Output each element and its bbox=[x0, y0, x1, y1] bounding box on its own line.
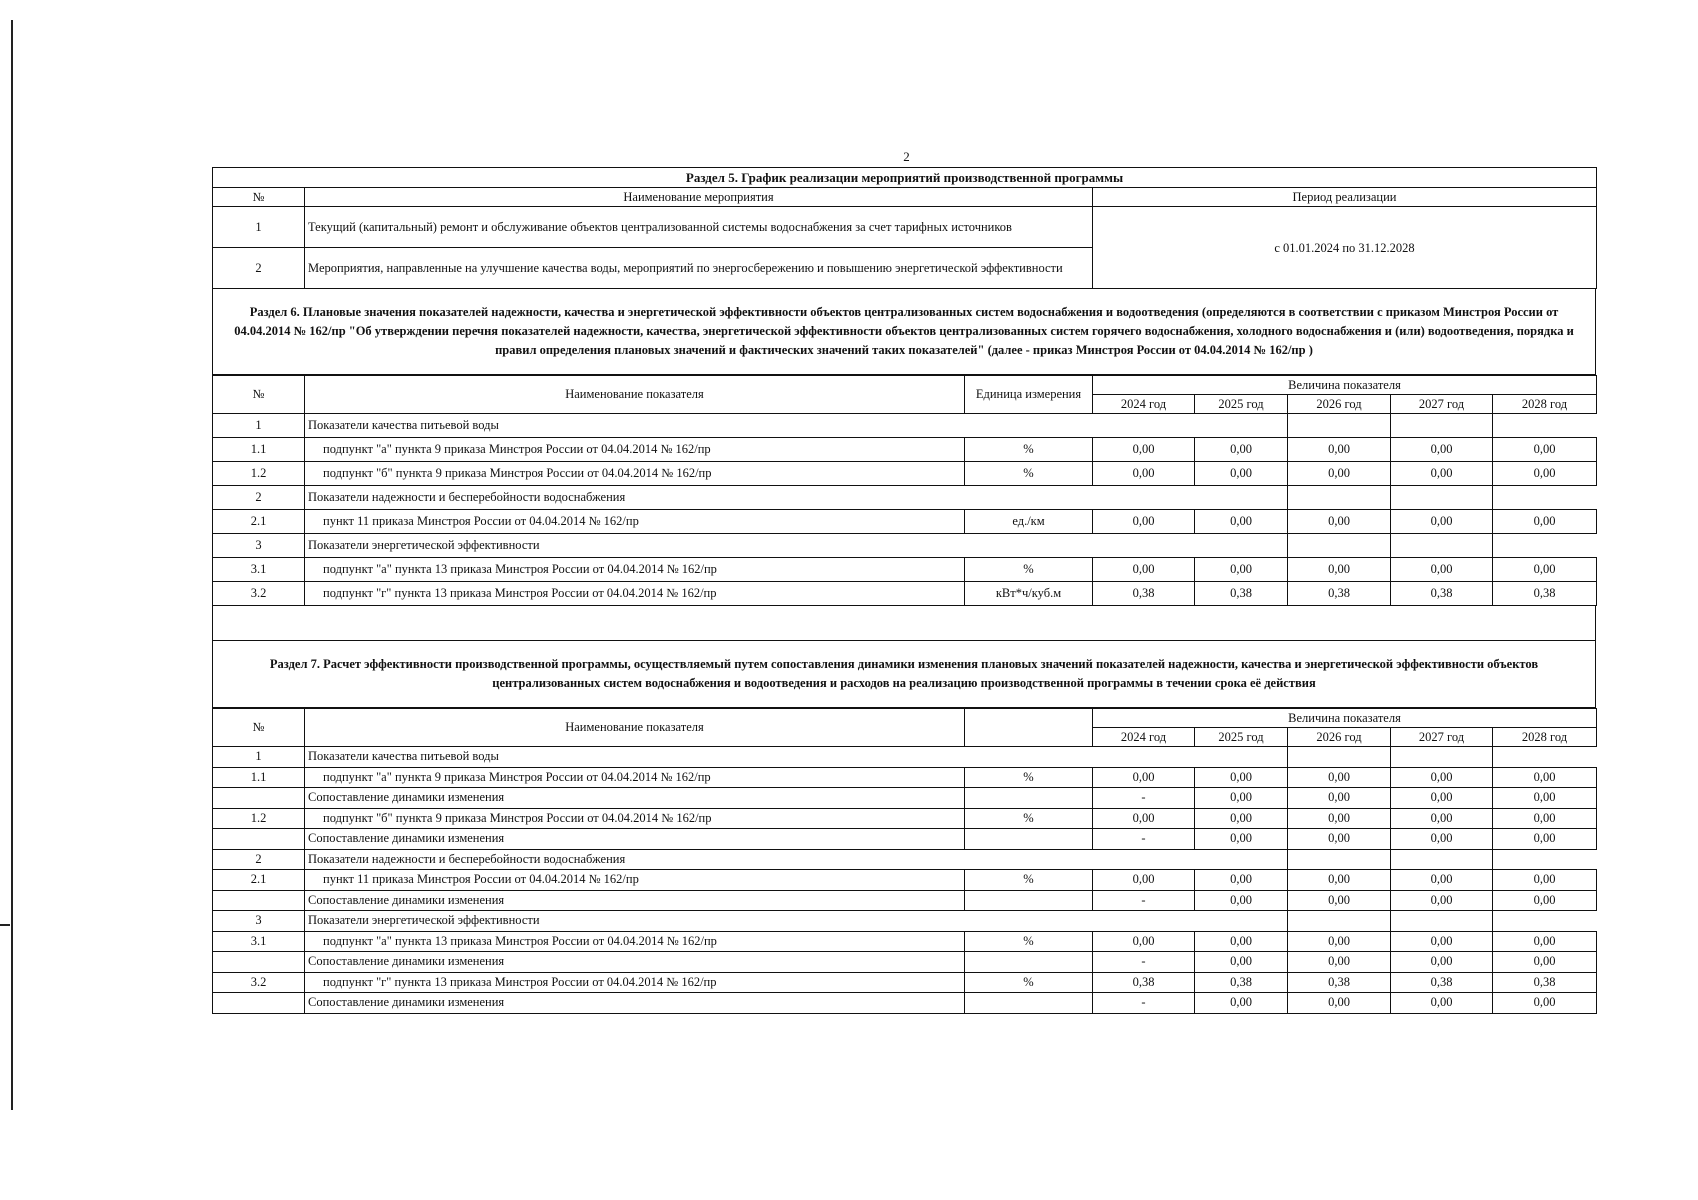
section7-header-unit bbox=[965, 709, 1093, 747]
indicator-name: подпункт "г" пункта 13 приказа Минстроя России от 04.04.2014 № 162/пр bbox=[305, 582, 965, 606]
value-cell: 0,00 bbox=[1391, 952, 1493, 973]
value-cell: 0,00 bbox=[1493, 931, 1597, 952]
value-cell: 0,00 bbox=[1195, 558, 1288, 582]
group-row bbox=[213, 486, 1597, 510]
value-cell: 0,00 bbox=[1493, 870, 1597, 891]
section6-year-2028: 2028 год bbox=[1493, 395, 1597, 414]
value-cell: 0,38 bbox=[1093, 582, 1195, 606]
section6-header-name: Наименование показателя bbox=[305, 376, 965, 414]
section6-year-2024: 2024 год bbox=[1093, 395, 1195, 414]
indicator-row bbox=[213, 767, 1597, 788]
value-cell: 0,38 bbox=[1093, 972, 1195, 993]
indicator-name: подпункт "б" пункта 9 приказа Минстроя России от 04.04.2014 № 162/пр bbox=[305, 462, 965, 486]
section6-year-2025: 2025 год bbox=[1195, 395, 1288, 414]
row-number: 2 bbox=[213, 849, 305, 870]
row-number: 1 bbox=[213, 414, 305, 438]
value-cell: 0,38 bbox=[1391, 582, 1493, 606]
value-cell: 0,00 bbox=[1493, 952, 1597, 973]
value-cell: 0,00 bbox=[1391, 462, 1493, 486]
row-number bbox=[213, 890, 305, 911]
section7-header-num: № bbox=[213, 709, 305, 747]
empty-cell bbox=[1391, 911, 1493, 932]
value-cell: 0,00 bbox=[1391, 767, 1493, 788]
section5-header-name: Наименование мероприятия bbox=[305, 188, 1093, 207]
group-name: Показатели энергетической эффективности bbox=[305, 911, 1288, 932]
empty-cell bbox=[1288, 911, 1391, 932]
unit-cell bbox=[965, 952, 1093, 973]
empty-cell bbox=[1391, 534, 1493, 558]
group-row bbox=[213, 849, 1597, 870]
value-cell: 0,00 bbox=[1195, 767, 1288, 788]
row-number: 2.1 bbox=[213, 510, 305, 534]
value-cell: - bbox=[1093, 952, 1195, 973]
value-cell: - bbox=[1093, 993, 1195, 1014]
indicator-row bbox=[213, 558, 1597, 582]
comparison-row bbox=[213, 890, 1597, 911]
indicator-name: Сопоставление динамики изменения bbox=[305, 890, 965, 911]
row-number: 3 bbox=[213, 534, 305, 558]
row-number: 3.2 bbox=[213, 972, 305, 993]
value-cell: 0,00 bbox=[1195, 829, 1288, 850]
section6-header-num: № bbox=[213, 376, 305, 414]
section7-year-2024: 2024 год bbox=[1093, 728, 1195, 747]
value-cell: 0,00 bbox=[1391, 993, 1493, 1014]
empty-cell bbox=[1391, 747, 1493, 768]
value-cell: 0,00 bbox=[1493, 788, 1597, 809]
indicator-row bbox=[213, 462, 1597, 486]
section6-header-value: Величина показателя bbox=[1093, 376, 1597, 395]
value-cell: 0,00 bbox=[1093, 438, 1195, 462]
unit-cell: % bbox=[965, 972, 1093, 993]
value-cell: - bbox=[1093, 829, 1195, 850]
section7-header-name: Наименование показателя bbox=[305, 709, 965, 747]
section5-header-period: Период реализации bbox=[1093, 188, 1597, 207]
value-cell: - bbox=[1093, 890, 1195, 911]
section6-year-2026: 2026 год bbox=[1288, 395, 1391, 414]
scan-margin-line bbox=[11, 20, 13, 1110]
value-cell: 0,00 bbox=[1288, 952, 1391, 973]
indicator-row bbox=[213, 931, 1597, 952]
comparison-row bbox=[213, 993, 1597, 1014]
row-number bbox=[213, 788, 305, 809]
unit-cell bbox=[965, 890, 1093, 911]
value-cell: 0,38 bbox=[1391, 972, 1493, 993]
value-cell: 0,00 bbox=[1195, 993, 1288, 1014]
value-cell: 0,00 bbox=[1391, 829, 1493, 850]
group-name: Показатели качества питьевой воды bbox=[305, 414, 1288, 438]
value-cell: 0,38 bbox=[1493, 972, 1597, 993]
value-cell: 0,00 bbox=[1195, 438, 1288, 462]
unit-cell: ед./км bbox=[965, 510, 1093, 534]
indicator-name: подпункт "а" пункта 9 приказа Минстроя России от 04.04.2014 № 162/пр bbox=[305, 438, 965, 462]
value-cell: 0,00 bbox=[1093, 808, 1195, 829]
value-cell: 0,00 bbox=[1493, 767, 1597, 788]
section7-table bbox=[212, 708, 1597, 1014]
value-cell: 0,00 bbox=[1195, 462, 1288, 486]
indicator-row bbox=[213, 582, 1597, 606]
section5-header-num: № bbox=[213, 188, 305, 207]
value-cell: 0,38 bbox=[1288, 972, 1391, 993]
value-cell: 0,00 bbox=[1493, 462, 1597, 486]
indicator-row bbox=[213, 438, 1597, 462]
empty-cell bbox=[1288, 414, 1391, 438]
value-cell: 0,38 bbox=[1195, 582, 1288, 606]
indicator-name: Сопоставление динамики изменения bbox=[305, 993, 965, 1014]
empty-cell bbox=[1288, 486, 1391, 510]
section6-header-unit: Единица измерения bbox=[965, 376, 1093, 414]
section7-year-2028: 2028 год bbox=[1493, 728, 1597, 747]
group-name: Показатели энергетической эффективности bbox=[305, 534, 1288, 558]
indicator-name: подпункт "г" пункта 13 приказа Минстроя России от 04.04.2014 № 162/пр bbox=[305, 972, 965, 993]
value-cell: 0,00 bbox=[1493, 993, 1597, 1014]
value-cell: 0,00 bbox=[1195, 952, 1288, 973]
unit-cell: % bbox=[965, 931, 1093, 952]
indicator-name: пункт 11 приказа Минстроя России от 04.04.2014 № 162/пр bbox=[305, 870, 965, 891]
value-cell: 0,00 bbox=[1391, 931, 1493, 952]
row-number: 1.1 bbox=[213, 767, 305, 788]
page-number: 2 bbox=[903, 149, 910, 164]
value-cell: 0,00 bbox=[1493, 558, 1597, 582]
value-cell: 0,38 bbox=[1288, 582, 1391, 606]
row-number: 3.1 bbox=[213, 558, 305, 582]
group-name: Показатели качества питьевой воды bbox=[305, 747, 1288, 768]
value-cell: 0,00 bbox=[1288, 438, 1391, 462]
indicator-name: подпункт "а" пункта 13 приказа Минстроя России от 04.04.2014 № 162/пр bbox=[305, 931, 965, 952]
unit-cell bbox=[965, 993, 1093, 1014]
value-cell: 0,00 bbox=[1195, 890, 1288, 911]
comparison-row bbox=[213, 829, 1597, 850]
section6-year-2027: 2027 год bbox=[1391, 395, 1493, 414]
value-cell: 0,00 bbox=[1391, 890, 1493, 911]
indicator-row bbox=[213, 870, 1597, 891]
value-cell: 0,00 bbox=[1093, 558, 1195, 582]
value-cell: 0,00 bbox=[1288, 462, 1391, 486]
unit-cell: % bbox=[965, 558, 1093, 582]
indicator-name: подпункт "а" пункта 9 приказа Минстроя России от 04.04.2014 № 162/пр bbox=[305, 767, 965, 788]
section7-body bbox=[213, 747, 1597, 1014]
unit-cell: % bbox=[965, 870, 1093, 891]
value-cell: 0,00 bbox=[1288, 993, 1391, 1014]
indicator-name: Сопоставление динамики изменения bbox=[305, 788, 965, 809]
unit-cell: % bbox=[965, 767, 1093, 788]
section5-row-name: Мероприятия, направленные на улучшение качества воды, мероприятий по энергосбережению и повышению энергетической эффективности bbox=[305, 248, 1093, 289]
group-name: Показатели надежности и бесперебойности водоснабжения bbox=[305, 486, 1288, 510]
value-cell: 0,00 bbox=[1195, 808, 1288, 829]
value-cell: 0,38 bbox=[1195, 972, 1288, 993]
value-cell: 0,00 bbox=[1093, 931, 1195, 952]
section6-title: Раздел 6. Плановые значения показателей надежности, качества и энергетической эффективности объектов централизованных систем водоснабжения и водоотведения (определяются в соответствии с приказом Минстроя России от 04.04.2014 № 162/пр "Об утверждении перечня показателей надежности, качества, энергетической эффективности объектов централизованных систем горячего водоснабжения, холодного водоснабжения и (или) водоотведения, порядка и правил определения плановых значений и фактических значений таких показателей" (далее - приказ Минстроя России от 04.04.2014 № 162/пр ) bbox=[212, 289, 1596, 375]
empty-cell bbox=[1288, 849, 1391, 870]
group-row bbox=[213, 414, 1597, 438]
value-cell: 0,00 bbox=[1195, 510, 1288, 534]
value-cell: 0,00 bbox=[1093, 462, 1195, 486]
group-name: Показатели надежности и бесперебойности водоснабжения bbox=[305, 849, 1288, 870]
group-row bbox=[213, 747, 1597, 768]
indicator-row bbox=[213, 510, 1597, 534]
value-cell: 0,00 bbox=[1195, 931, 1288, 952]
value-cell: 0,38 bbox=[1493, 582, 1597, 606]
value-cell: 0,00 bbox=[1195, 870, 1288, 891]
section5-title: Раздел 5. График реализации мероприятий производственной программы bbox=[213, 168, 1597, 188]
scan-margin-tick bbox=[0, 924, 10, 926]
indicator-name: подпункт "б" пункта 9 приказа Минстроя России от 04.04.2014 № 162/пр bbox=[305, 808, 965, 829]
row-number: 1.2 bbox=[213, 808, 305, 829]
indicator-name: Сопоставление динамики изменения bbox=[305, 829, 965, 850]
section5-row-name: Текущий (капитальный) ремонт и обслуживание объектов централизованной системы водоснабжения за счет тарифных источников bbox=[305, 207, 1093, 248]
value-cell: 0,00 bbox=[1391, 510, 1493, 534]
value-cell: 0,00 bbox=[1288, 808, 1391, 829]
section6-table bbox=[212, 375, 1597, 606]
document-sheet bbox=[212, 167, 1596, 1014]
value-cell: 0,00 bbox=[1391, 788, 1493, 809]
empty-cell bbox=[1288, 747, 1391, 768]
section7-year-2027: 2027 год bbox=[1391, 728, 1493, 747]
section7-title: Раздел 7. Расчет эффективности производственной программы, осуществляемый путем сопоставления динамики изменения плановых значений показателей надежности, качества и энергетической эффективности объектов централизованных систем водоснабжения и водоотведения и расходов на реализацию производственной программы в течении срока её действия bbox=[212, 640, 1596, 708]
value-cell: 0,00 bbox=[1093, 767, 1195, 788]
value-cell: 0,00 bbox=[1288, 870, 1391, 891]
section6-body bbox=[213, 414, 1597, 606]
section5-period-value: с 01.01.2024 по 31.12.2028 bbox=[1093, 207, 1597, 289]
value-cell: 0,00 bbox=[1493, 829, 1597, 850]
value-cell: 0,00 bbox=[1093, 870, 1195, 891]
group-row bbox=[213, 911, 1597, 932]
value-cell: - bbox=[1093, 788, 1195, 809]
value-cell: 0,00 bbox=[1288, 558, 1391, 582]
value-cell: 0,00 bbox=[1288, 890, 1391, 911]
row-number: 2.1 bbox=[213, 870, 305, 891]
value-cell: 0,00 bbox=[1493, 438, 1597, 462]
value-cell: 0,00 bbox=[1391, 558, 1493, 582]
row-number: 3.1 bbox=[213, 931, 305, 952]
unit-cell: % bbox=[965, 438, 1093, 462]
value-cell: 0,00 bbox=[1288, 510, 1391, 534]
empty-cell bbox=[1288, 534, 1391, 558]
unit-cell: кВт*ч/куб.м bbox=[965, 582, 1093, 606]
value-cell: 0,00 bbox=[1093, 510, 1195, 534]
indicator-row bbox=[213, 972, 1597, 993]
indicator-name: подпункт "а" пункта 13 приказа Минстроя России от 04.04.2014 № 162/пр bbox=[305, 558, 965, 582]
row-number: 1.1 bbox=[213, 438, 305, 462]
value-cell: 0,00 bbox=[1493, 808, 1597, 829]
comparison-row bbox=[213, 952, 1597, 973]
comparison-row bbox=[213, 788, 1597, 809]
row-number bbox=[213, 993, 305, 1014]
row-number: 3 bbox=[213, 911, 305, 932]
indicator-name: пункт 11 приказа Минстроя России от 04.04.2014 № 162/пр bbox=[305, 510, 965, 534]
indicator-row bbox=[213, 808, 1597, 829]
row-number: 1 bbox=[213, 747, 305, 768]
row-number bbox=[213, 829, 305, 850]
indicator-name: Сопоставление динамики изменения bbox=[305, 952, 965, 973]
row-number: 2 bbox=[213, 486, 305, 510]
value-cell: 0,00 bbox=[1288, 829, 1391, 850]
section7-year-2025: 2025 год bbox=[1195, 728, 1288, 747]
empty-cell bbox=[1391, 486, 1493, 510]
section5-table bbox=[212, 167, 1597, 289]
section5-row-num: 2 bbox=[213, 248, 305, 289]
unit-cell: % bbox=[965, 808, 1093, 829]
empty-cell bbox=[1391, 414, 1493, 438]
row-number: 1.2 bbox=[213, 462, 305, 486]
section5-row-num: 1 bbox=[213, 207, 305, 248]
value-cell: 0,00 bbox=[1391, 438, 1493, 462]
value-cell: 0,00 bbox=[1288, 931, 1391, 952]
section7-year-2026: 2026 год bbox=[1288, 728, 1391, 747]
group-row bbox=[213, 534, 1597, 558]
section7-header-value: Величина показателя bbox=[1093, 709, 1597, 728]
row-number bbox=[213, 952, 305, 973]
value-cell: 0,00 bbox=[1391, 808, 1493, 829]
unit-cell: % bbox=[965, 462, 1093, 486]
unit-cell bbox=[965, 788, 1093, 809]
value-cell: 0,00 bbox=[1391, 870, 1493, 891]
value-cell: 0,00 bbox=[1195, 788, 1288, 809]
value-cell: 0,00 bbox=[1288, 767, 1391, 788]
unit-cell bbox=[965, 829, 1093, 850]
section-gap bbox=[212, 606, 1596, 640]
value-cell: 0,00 bbox=[1288, 788, 1391, 809]
value-cell: 0,00 bbox=[1493, 890, 1597, 911]
row-number: 3.2 bbox=[213, 582, 305, 606]
value-cell: 0,00 bbox=[1493, 510, 1597, 534]
empty-cell bbox=[1391, 849, 1493, 870]
